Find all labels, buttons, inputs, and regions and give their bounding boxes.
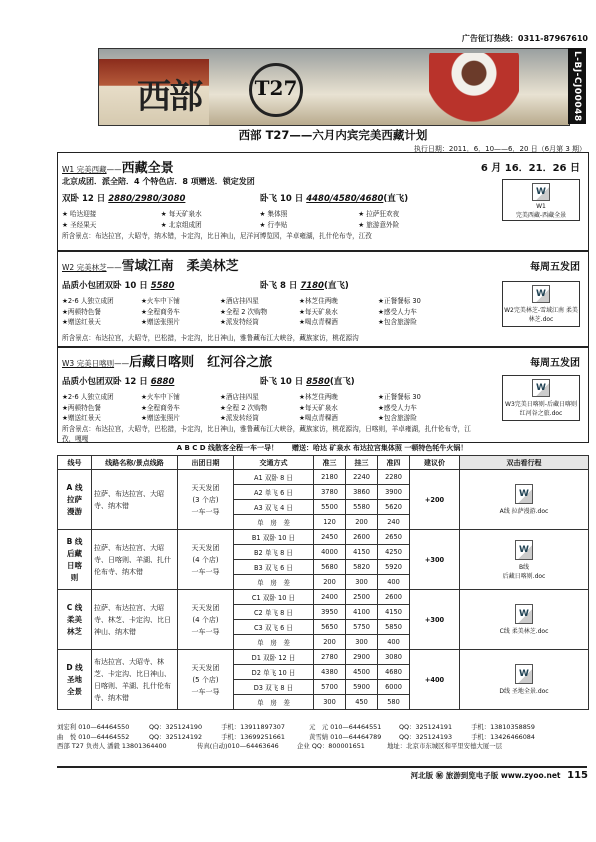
- w1-feature-item: ★ 集体照: [259, 210, 288, 218]
- w1-price: [62, 192, 409, 204]
- contact-row: [57, 723, 587, 733]
- price-cell: 120: [314, 515, 346, 530]
- itinerary-doc-file[interactable]: [499, 664, 548, 695]
- price-cell: 2780: [314, 650, 346, 665]
- itinerary-file-cell: [460, 530, 589, 590]
- w2-feature-item: ★酒店挂四星: [220, 297, 259, 305]
- price-cell: 2280: [378, 470, 410, 485]
- w2-name: 雪域江南 柔美林芝: [121, 259, 239, 274]
- w2-train-label: 品质小包团双卧 10 日: [62, 281, 148, 291]
- w3-feature-item: ★酒店挂四星: [220, 393, 259, 401]
- w3-feature-item: ★每天矿泉水: [299, 403, 338, 412]
- price-cell: 5900: [346, 680, 378, 695]
- transport-cell: A1 双卧 8 日: [234, 470, 314, 485]
- transport-cell: D2 单飞 10 日: [234, 665, 314, 680]
- w1-fly: [260, 192, 408, 204]
- w2-schedule: 每周五发团: [530, 262, 580, 273]
- price-cell: 5580: [346, 500, 378, 515]
- w3-feature-item: ★两顿特色餐: [62, 403, 101, 412]
- w2-feature-item: ★火车中下铺: [141, 297, 180, 305]
- w2-feature-item: ★全程商务车: [141, 307, 180, 316]
- price-cell: 3860: [346, 485, 378, 500]
- w3-spots: 所含景点：布达拉宫，大昭寺，巴松措，卡定沟，比日神山，雅鲁藏布江大峡谷，藏族家访，桃花源沟，日喀则，羊卓雍湖，扎什伦布寺，江孜，嘎嘎: [62, 425, 471, 443]
- price-cell: 200: [346, 515, 378, 530]
- price-cell: 200: [314, 635, 346, 650]
- route-departure-cell: 天天发团 (4 个店) 一车一导: [178, 530, 234, 590]
- table-row: [58, 470, 589, 485]
- w2-heading: [62, 255, 239, 274]
- tibetan-girl-image: [429, 53, 519, 125]
- contact-item: 刘宏利 010—64464550: [57, 723, 130, 731]
- price-cell: 2240: [346, 470, 378, 485]
- w3-section: [57, 346, 589, 443]
- w3-feature-item: ★火车中下铺: [141, 393, 180, 401]
- col-line: 线号: [58, 456, 92, 470]
- w3-schedule: 每周五发团: [530, 358, 580, 369]
- price-cell: 5680: [314, 560, 346, 575]
- price-cell: 400: [378, 635, 410, 650]
- word-doc-icon: W: [515, 540, 533, 560]
- col-standard4: 准四: [378, 456, 410, 470]
- transport-cell: 单 房 差: [234, 575, 314, 590]
- price-cell: 400: [378, 575, 410, 590]
- w1-feature-item: ★ 北京组成团: [160, 220, 202, 229]
- w2-feature-item: ★包含旅游险: [378, 318, 417, 326]
- w3-feature-item: ★派发转经筒: [220, 414, 259, 422]
- price-cell: 2400: [314, 590, 346, 605]
- itinerary-doc-file[interactable]: [500, 484, 549, 515]
- price-cell: 5650: [314, 620, 346, 635]
- w2-section: [57, 250, 589, 348]
- price-cell: 200: [314, 575, 346, 590]
- w2-fly-label: 卧飞 8 日: [260, 281, 298, 291]
- route-spots-cell: 拉萨、布达拉宫、大昭寺、日喀则、羊湖、扎什伦布寺、纳木错: [92, 530, 178, 590]
- col-listed3: 挂三: [346, 456, 378, 470]
- col-standard3: 准三: [314, 456, 346, 470]
- w1-feature-item: ★ 拉萨狂欢夜: [358, 210, 400, 218]
- w2-dash: ——: [106, 263, 122, 272]
- table-header-row: [58, 456, 589, 470]
- transport-cell: B1 双卧 10 日: [234, 530, 314, 545]
- price-cell: 5920: [378, 560, 410, 575]
- transport-cell: B2 单飞 8 日: [234, 545, 314, 560]
- route-line-cell: C 线 柔美 林芝: [58, 590, 92, 650]
- w3-train-label: 品质小包团双卧 12 日: [62, 377, 148, 387]
- price-cell: 4380: [314, 665, 346, 680]
- price-cell: 4150: [378, 605, 410, 620]
- price-cell: 300: [346, 575, 378, 590]
- price-cell: 2500: [346, 590, 378, 605]
- w1-train-label: 双卧 12 日: [62, 194, 106, 204]
- suggested-price-cell: +300: [410, 530, 460, 590]
- price-cell: 3950: [314, 605, 346, 620]
- w3-fly-note: (直飞): [329, 377, 355, 387]
- itinerary-file-cell: [460, 590, 589, 650]
- itinerary-doc-file[interactable]: [503, 540, 546, 580]
- w2-file-label: W2完美林芝-雪域江南 柔美林芝.doc: [504, 307, 578, 323]
- w1-feature-item: ★ 圣经果天: [62, 220, 97, 229]
- table-row: [58, 650, 589, 665]
- suggested-price-cell: +300: [410, 590, 460, 650]
- price-cell: 580: [378, 695, 410, 710]
- w1-file-label: W1 完美西藏-西藏全景: [515, 203, 567, 219]
- route-departure-cell: 天天发团 (3 个店) 一车一导: [178, 470, 234, 530]
- contact-item: 元 元 010—64464551: [309, 723, 382, 731]
- w1-spots: 所含景点：布达拉宫，大昭寺，纳木错，卡定沟，比日神山，尼洋河博览园，羊卓雍湖，扎什伦布寺，江孜: [62, 232, 372, 240]
- price-cell: 5850: [378, 620, 410, 635]
- price-cell: 2650: [378, 530, 410, 545]
- w1-section: [57, 152, 589, 252]
- price-cell: 4100: [346, 605, 378, 620]
- word-doc-icon: W: [532, 183, 550, 201]
- price-cell: 5500: [314, 500, 346, 515]
- price-cell: 300: [314, 695, 346, 710]
- word-doc-icon: W: [515, 604, 533, 624]
- contact-item: 黄雪婧 010—64464789: [309, 732, 382, 741]
- page-number: 115: [567, 770, 588, 781]
- w2-spots: 所含景点：布达拉宫，大昭寺，巴松措，卡定沟，比日神山，雅鲁藏布江大峡谷，藏族家访，桃花源沟: [62, 334, 359, 342]
- w3-file-label: W3完美日喀则-后藏日喀则 红河谷之旅.doc: [505, 401, 577, 417]
- w3-feature-item: ★2-6 人独立成团: [62, 393, 114, 401]
- w2-feature-item: ★林芝住两晚: [299, 297, 338, 305]
- transport-cell: A2 单飞 6 日: [234, 485, 314, 500]
- w1-code: W1 完美西藏: [62, 165, 107, 174]
- price-cell: 5750: [346, 620, 378, 635]
- price-cell: 4250: [378, 545, 410, 560]
- price-cell: 5700: [314, 680, 346, 695]
- contact-item: 西部 T27 负责人 潘毅 13801364400: [57, 742, 167, 751]
- contact-row: [57, 733, 587, 743]
- col-route: 线路名称/景点线路: [92, 456, 178, 470]
- price-cell: 300: [346, 635, 378, 650]
- w3-name: 后藏日喀则 红河谷之旅: [129, 355, 273, 370]
- w3-fly: [260, 375, 355, 387]
- price-cell: 450: [346, 695, 378, 710]
- contact-item: QQ：325124192: [149, 732, 203, 741]
- w2-feature-item: ★赠送红景天: [62, 318, 101, 326]
- contact-item: 手机：13426466084: [471, 732, 535, 741]
- w1-heading: [62, 157, 174, 176]
- price-cell: 3780: [314, 485, 346, 500]
- w3-feature-item: ★全程商务车: [141, 403, 180, 412]
- route-line-cell: B 线 后藏 日喀 则: [58, 530, 92, 590]
- w2-feature-item: ★全程 2 次购物: [220, 307, 268, 316]
- contacts-block: [57, 723, 587, 752]
- w2-code: W2 完美林芝: [62, 263, 107, 272]
- contact-item: 企业 QQ：800001651: [297, 742, 365, 751]
- w3-feature-item: ★赠送红景天: [62, 414, 101, 422]
- price-cell: 3900: [378, 485, 410, 500]
- price-cell: 2900: [346, 650, 378, 665]
- transport-cell: 单 房 差: [234, 635, 314, 650]
- price-cell: 6000: [378, 680, 410, 695]
- price-cell: 4000: [314, 545, 346, 560]
- w3-dash: ——: [114, 359, 130, 368]
- col-transport: 交通方式: [234, 456, 314, 470]
- w3-features: [62, 392, 457, 424]
- w3-code: W3 完美日喀则: [62, 359, 115, 368]
- w2-feature-item: ★2-6 人独立成团: [62, 297, 114, 305]
- w3-heading: [62, 351, 272, 370]
- contact-item: 地址：北京市东城区和平里安德大厦一层: [387, 742, 503, 751]
- transport-cell: C2 单飞 8 日: [234, 605, 314, 620]
- w2-feature-item: ★每天矿泉水: [299, 307, 338, 316]
- w2-feature-item: ★感受人力车: [378, 307, 417, 316]
- transport-cell: A3 双飞 4 日: [234, 500, 314, 515]
- contact-item: QQ：325124191: [399, 723, 453, 731]
- price-cell: 2600: [346, 530, 378, 545]
- route-line-cell: A 线 拉萨 漫游: [58, 470, 92, 530]
- route-spots-cell: 布达拉宫、大昭寺、林芝、卡定沟、比日神山、日喀则、羊湖、扎什伦布寺、纳木错: [92, 650, 178, 710]
- transport-cell: 单 房 差: [234, 515, 314, 530]
- w1-fly-price: 4480/4580/4680: [306, 194, 384, 204]
- w2-feature-item: ★两顿特色餐: [62, 307, 101, 316]
- suggested-price-cell: +200: [410, 470, 460, 530]
- word-doc-icon: W: [515, 484, 533, 504]
- promo-line: A B C D 线散客全程一车一导！ 赠送：哈达 矿泉水 布达拉宫集体照 一顿特色牦牛火锅！: [176, 444, 468, 452]
- w2-features: [62, 296, 457, 328]
- col-departure: 出团日期: [178, 456, 234, 470]
- route-departure-cell: 天天发团 (5 个店) 一车一导: [178, 650, 234, 710]
- itinerary-file-label: A线 拉萨漫游.doc: [499, 508, 549, 515]
- itinerary-file-cell: [460, 650, 589, 710]
- route-spots-cell: 拉萨、布达拉宫、大昭寺、纳木错: [92, 470, 178, 530]
- price-cell: 3080: [378, 650, 410, 665]
- itinerary-doc-file[interactable]: [500, 604, 549, 635]
- w3-price: [62, 375, 355, 387]
- route-line-cell: D 线 圣地 全景: [58, 650, 92, 710]
- w3-feature-item: ★正餐餐标 30: [378, 393, 421, 401]
- w1-fly-note: (直飞): [383, 194, 409, 204]
- w2-feature-item: ★正餐餐标 30: [378, 297, 421, 305]
- contact-item: 手机：13810358859: [471, 723, 535, 731]
- word-doc-icon: W: [515, 664, 533, 684]
- logo-number: T27: [249, 63, 303, 117]
- page-title: 西部 T27——六月内宾完美西藏计划: [238, 128, 428, 142]
- w3-feature-item: ★赠送张照片: [141, 414, 180, 422]
- w2-fly-price: 7180: [300, 281, 324, 291]
- itinerary-file-label: D线 圣地全景.doc: [499, 688, 549, 695]
- itinerary-file-label: B线 后藏日喀则.doc: [502, 563, 546, 580]
- w1-fly-label: 卧飞 10 日: [260, 194, 304, 204]
- w3-doc-file[interactable]: [502, 375, 580, 421]
- w3-feature-item: ★喝点青稞酒: [299, 414, 338, 422]
- itinerary-file-label: C线 柔美林芝.doc: [499, 628, 549, 635]
- w1-name: 西藏全景: [121, 161, 174, 176]
- table-row: [58, 530, 589, 545]
- route-spots-cell: 拉萨、布达拉宫、大昭寺、林芝、卡定沟、比日神山、纳木错: [92, 590, 178, 650]
- w1-feature-item: ★ 旅游意外险: [358, 220, 400, 229]
- w3-feature-item: ★包含旅游险: [378, 414, 417, 422]
- w2-feature-item: ★派发特经筒: [220, 318, 259, 326]
- itinerary-file-cell: [460, 470, 589, 530]
- w3-train-price: 6880: [150, 377, 175, 387]
- routes-table: [57, 455, 589, 710]
- contact-item: 传真(自动)010—64463646: [197, 742, 279, 751]
- w1-feature-item: ★ 每天矿泉水: [160, 210, 202, 218]
- w3-feature-item: ★全程 2 次购物: [220, 403, 268, 412]
- transport-cell: B3 双飞 6 日: [234, 560, 314, 575]
- w2-fly: [260, 279, 349, 291]
- w1-schedule: 6 月 16．21．26 日: [480, 163, 580, 174]
- suggested-price-cell: +400: [410, 650, 460, 710]
- col-itinerary: 双击看行程: [460, 456, 589, 470]
- w3-feature-item: ★林芝住两晚: [299, 393, 338, 401]
- route-departure-cell: 天天发团 (4 个店) 一车一导: [178, 590, 234, 650]
- transport-cell: D1 双卧 12 日: [234, 650, 314, 665]
- transport-cell: D3 双飞 8 日: [234, 680, 314, 695]
- w1-subtitle: 北京成团．派全陪．4 个特色店．8 项赠送．锁定发团: [62, 177, 255, 186]
- execution-date: 执行日期：2011．6．10——6．20 日（6月第 3 期）: [413, 145, 586, 153]
- w2-doc-file[interactable]: [502, 281, 580, 327]
- footer-divider: [57, 766, 587, 768]
- w3-feature-item: ★感受人力车: [378, 403, 417, 412]
- ad-hotline: 广告征订热线：0311-87967610: [461, 34, 588, 43]
- w2-feature-item: ★赠送张照片: [141, 318, 180, 326]
- w3-fly-price: 8580: [306, 377, 330, 387]
- contact-item: 手机：13911897307: [221, 723, 285, 731]
- w1-doc-file[interactable]: [502, 179, 580, 221]
- transport-cell: C1 双卧 10 日: [234, 590, 314, 605]
- w2-price: [62, 279, 349, 291]
- contact-item: QQ：325124193: [399, 732, 453, 741]
- contact-item: QQ：325124190: [149, 723, 203, 731]
- w2-train-price: 5580: [150, 281, 175, 291]
- w1-dash: ——: [106, 165, 122, 174]
- col-suggested: 建议价: [410, 456, 460, 470]
- w1-feature-item: ★ 哈达迎接: [62, 210, 97, 218]
- footer: [340, 770, 588, 781]
- contact-item: 手机：13699251661: [221, 732, 285, 741]
- price-cell: 2450: [314, 530, 346, 545]
- price-cell: 5820: [346, 560, 378, 575]
- price-cell: 4500: [346, 665, 378, 680]
- price-cell: 4150: [346, 545, 378, 560]
- w1-train-price: 2880/2980/3080: [108, 194, 186, 204]
- header-banner: [98, 48, 570, 126]
- w1-feature-item: ★ 行李贴: [259, 220, 288, 229]
- price-cell: 2180: [314, 470, 346, 485]
- license-code: L-BJ-CJ00048: [568, 48, 586, 124]
- footer-text: 河北版 ㊙ 旅游到览电子版 www.zyoo.net: [410, 771, 561, 780]
- contact-item: 曲 悦 010—64464552: [57, 732, 130, 741]
- table-row: [58, 590, 589, 605]
- transport-cell: 单 房 差: [234, 695, 314, 710]
- transport-cell: C3 双飞 6 日: [234, 620, 314, 635]
- logo-text: 西部: [137, 77, 201, 117]
- w2-fly-note: (直飞): [323, 281, 349, 291]
- price-cell: 2600: [378, 590, 410, 605]
- w2-feature-item: ★喝点青稞酒: [299, 318, 338, 326]
- w1-features: [62, 209, 457, 230]
- price-cell: 4680: [378, 665, 410, 680]
- word-doc-icon: W: [532, 379, 550, 397]
- price-cell: 5620: [378, 500, 410, 515]
- w3-fly-label: 卧飞 10 日: [260, 377, 304, 387]
- word-doc-icon: W: [532, 285, 550, 303]
- contact-row: [57, 742, 587, 752]
- price-cell: 240: [378, 515, 410, 530]
